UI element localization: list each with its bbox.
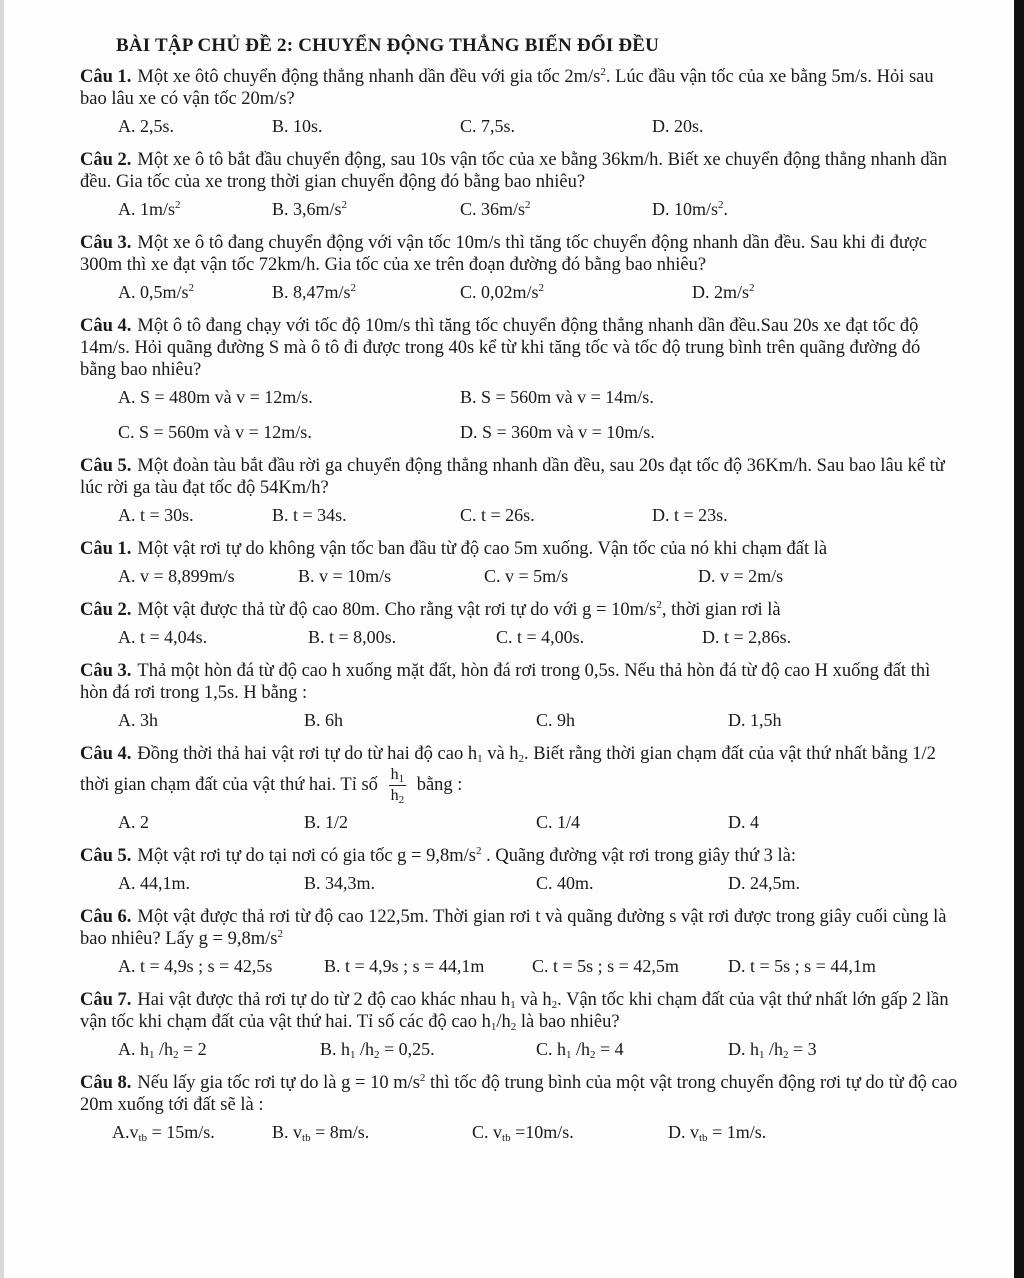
page-right-edge <box>1014 0 1024 1278</box>
answer-option-d: D. $h_1$ $/h_2 = 3$ <box>728 1039 817 1061</box>
answer-option-d: D. $10m/s^2$. <box>652 199 729 219</box>
answer-options-row <box>80 416 960 449</box>
question-6 <box>80 538 960 560</box>
answer-option-a: A. $h_1$ $/h_2 = 2$ <box>118 1039 207 1061</box>
answer-option-b: B. 10s. <box>272 116 323 136</box>
question-text: Một vật rơi tự do tại nơi có gia tốc $g = 9,8m/s^2$ . Quãng đường vật rơi trong giây thứ 3 là: <box>137 845 796 866</box>
question-number: Câu 4. <box>80 316 132 336</box>
question-number: Câu 4. <box>80 744 132 764</box>
question-text: Một xe ô tô bắt đầu chuyển động, sau 10s vận tốc của xe bằng 36km/h. Biết xe chuyển động thẳng nhanh dần đều. Gia tốc của xe trong thời gian chuyển động đó bằng bao nhiêu? <box>80 150 948 192</box>
page-left-edge <box>0 0 4 1278</box>
answer-option-b: B. t = 34s. <box>272 505 347 525</box>
question-number: Câu 8. <box>80 1073 132 1093</box>
answer-option-a: A. 44,1m. <box>118 873 190 893</box>
question-number: Câu 5. <box>80 846 132 866</box>
question-number: Câu 3. <box>80 233 132 253</box>
answer-options-row <box>80 621 960 654</box>
answer-options-row <box>80 560 960 593</box>
answer-options-row <box>80 193 960 226</box>
question-5 <box>80 455 960 499</box>
answer-option-a: $A.v_{tb} = 15m/s$. <box>112 1122 215 1144</box>
answer-option-c: C. 7,5s. <box>460 116 516 136</box>
question-text: Một xe ôtô chuyển động thẳng nhanh dần đều với gia tốc $2m/s^2$. Lúc đầu vận tốc của xe bằng 5m/s. Hỏi sau bao lâu xe có vận tốc 20m/s? <box>80 66 934 109</box>
question-9 <box>80 743 960 806</box>
question-list <box>80 66 960 1149</box>
answer-option-d: D. t = 2,86s. <box>702 627 792 647</box>
answer-option-c: C. t = 5s ; s = 42,5m <box>532 956 679 976</box>
question-4 <box>80 315 960 381</box>
question-text: Đồng thời thả hai vật rơi tự do từ hai độ cao $h_1$ và $h_2$. Biết rằng thời gian chạm đất của vật thứ nhất bằng 1/2 thời gian chạm đất của vật thứ hai. Tỉ số $\frac{h_1}{h_2}$ bằng : <box>80 744 936 806</box>
answer-option-a: A. S = 480m và v = 12m/s. <box>118 387 313 407</box>
answer-option-c: C. t = 4,00s. <box>496 627 585 647</box>
answer-option-a: A. v = 8,899m/s <box>118 566 235 586</box>
answer-options-row <box>80 276 960 309</box>
question-13 <box>80 1072 960 1116</box>
answer-option-b: B. t = 4,9s ; s = 44,1m <box>324 956 485 976</box>
answer-options-row <box>80 806 960 839</box>
question-text: Một vật được thả từ độ cao 80m. Cho rằng vật rơi tự do với $g = 10m/s^2$, thời gian rơi là <box>137 599 781 620</box>
question-12 <box>80 989 960 1033</box>
question-number: Câu 7. <box>80 990 132 1010</box>
question-number: Câu 1. <box>80 539 132 559</box>
answer-option-c: C. 9h <box>536 710 576 730</box>
question-number: Câu 3. <box>80 661 132 681</box>
question-number: Câu 6. <box>80 907 132 927</box>
question-number: Câu 1. <box>80 67 132 87</box>
question-text: Một vật rơi tự do không vận tốc ban đầu từ độ cao 5m xuống. Vận tốc của nó khi chạm đất là <box>137 539 828 559</box>
question-7 <box>80 599 960 621</box>
answer-option-a: A. t = 4,04s. <box>118 627 208 647</box>
answer-option-b: B. S = 560m và v = 14m/s. <box>460 387 654 407</box>
answer-option-a: A. 2,5s. <box>118 116 175 136</box>
question-3 <box>80 232 960 276</box>
answer-option-d: D. 1,5h <box>728 710 782 730</box>
question-number: Câu 2. <box>80 600 132 620</box>
answer-option-c: C. 40m. <box>536 873 594 893</box>
answer-options-row <box>80 110 960 143</box>
worksheet-content <box>80 34 960 1151</box>
answer-option-c: C. t = 26s. <box>460 505 535 525</box>
answer-option-d: D. S = 360m và v = 10m/s. <box>460 422 655 442</box>
page-title: BÀI TẬP CHỦ ĐỀ 2: CHUYỂN ĐỘNG THẲNG BIẾN ĐỔI ĐỀU <box>116 35 660 56</box>
answer-options-row <box>80 381 960 414</box>
answer-option-a: A. 3h <box>118 710 158 730</box>
answer-option-c: C. 1/4 <box>536 812 581 832</box>
question-text: Một xe ô tô đang chuyển động với vận tốc 10m/s thì tăng tốc chuyển động nhanh dần đều. Sau khi đi được 300m thì xe đạt vận tốc 72km/h. Gia tốc của xe trên đoạn đường đó bằng bao nhiêu? <box>80 233 927 275</box>
question-11 <box>80 906 960 950</box>
answer-option-d: D. 24,5m. <box>728 873 800 893</box>
answer-option-a: A. t = 4,9s ; s = 42,5s <box>118 956 273 976</box>
answer-options-row <box>80 950 960 983</box>
answer-option-b: B. $h_1$ $/h_2 = 0,25$. <box>320 1039 435 1061</box>
question-text: Thả một hòn đá từ độ cao h xuống mặt đất, hòn đá rơi trong 0,5s. Nếu thả hòn đá từ độ cao H xuống đất thì hòn đá rơi trong 1,5s. H bằng : <box>80 661 931 703</box>
answer-options-row <box>80 499 960 532</box>
answer-option-c: C. S = 560m và v = 12m/s. <box>118 422 312 442</box>
answer-option-b: B. 1/2 <box>304 812 349 832</box>
answer-option-d: D. 20s. <box>652 116 704 136</box>
answer-option-b: B. v = 10m/s <box>298 566 392 586</box>
question-text: Một vật được thả rơi từ độ cao 122,5m. Thời gian rơi t và quãng đường s vật rơi được trong giây cuối cùng là bao nhiêu? Lấy $g = 9,8m/s^2$ <box>80 907 947 949</box>
answer-option-b: B. $3,6m/s^2$ <box>272 199 348 219</box>
answer-option-d: D. $v_{tb} = 1m/s$. <box>668 1122 767 1144</box>
answer-option-b: B. t = 8,00s. <box>308 627 397 647</box>
question-10 <box>80 845 960 867</box>
answer-option-b: B. 6h <box>304 710 344 730</box>
answer-option-c: C. v = 5m/s <box>484 566 569 586</box>
question-number: Câu 5. <box>80 456 132 476</box>
answer-option-b: B. 34,3m. <box>304 873 376 893</box>
answer-option-b: B. $8,47m/s^2$ <box>272 282 357 302</box>
answer-option-a: A. $0,5m/s^2$ <box>118 282 195 302</box>
answer-option-a: A. $1m/s^2$ <box>118 199 181 219</box>
question-text: Nếu lấy gia tốc rơi tự do là g = 10 $m/s^2$ thì tốc độ trung bình của một vật trong chuyển động rơi tự do từ độ cao 20m xuống tới đất sẽ là : <box>80 1072 958 1115</box>
answer-options-row <box>80 704 960 737</box>
question-text: Một ô tô đang chạy với tốc độ 10m/s thì tăng tốc chuyển động thẳng nhanh dần đều.Sau 20s xe đạt tốc độ 14m/s. Hỏi quãng đường S mà ô tô đi được trong 40s kể từ khi tăng tốc và tốc độ trung bình trên quãng đường đó bằng bao nhiêu? <box>80 316 921 380</box>
answer-option-a: A. 2 <box>118 812 149 832</box>
answer-option-c: C. $36m/s^2$ <box>460 199 531 219</box>
answer-option-d: D. t = 5s ; s = 44,1m <box>728 956 876 976</box>
question-text: Hai vật được thả rơi tự do từ 2 độ cao khác nhau $h_1$ và $h_2$. Vận tốc khi chạm đất của vật thứ nhất lớn gấp 2 lần vận tốc khi chạm đất của vật thứ hai. Tỉ số các độ cao $h_1/h_2$ là bao nhiêu? <box>80 990 949 1033</box>
answer-options-row <box>80 867 960 900</box>
question-1 <box>80 66 960 110</box>
answer-option-c: C. $h_1$ $/h_2 = 4$ <box>536 1039 624 1061</box>
answer-option-c: C. $0,02m/s^2$ <box>460 282 545 302</box>
question-text: Một đoàn tàu bắt đầu rời ga chuyển động thẳng nhanh dần đều, sau 20s đạt tốc độ 36Km/h. Sau bao lâu kể từ lúc rời ga tàu đạt tốc độ 54Km/h? <box>80 456 945 498</box>
answer-option-d: D. t = 23s. <box>652 505 728 525</box>
answer-option-a: A. t = 30s. <box>118 505 194 525</box>
answer-options-row <box>80 1033 960 1066</box>
question-number: Câu 2. <box>80 150 132 170</box>
answer-option-d: D. 4 <box>728 812 759 832</box>
question-2 <box>80 149 960 193</box>
answer-option-c: C. $v_{tb} =10m/s$. <box>472 1122 574 1144</box>
answer-option-d: D. $2m/s^2$ <box>692 282 755 302</box>
question-8 <box>80 660 960 704</box>
answer-option-d: D. v = 2m/s <box>698 566 784 586</box>
answer-option-b: B. $v_{tb} = 8m/s$. <box>272 1122 370 1144</box>
answer-options-row <box>80 1116 960 1149</box>
